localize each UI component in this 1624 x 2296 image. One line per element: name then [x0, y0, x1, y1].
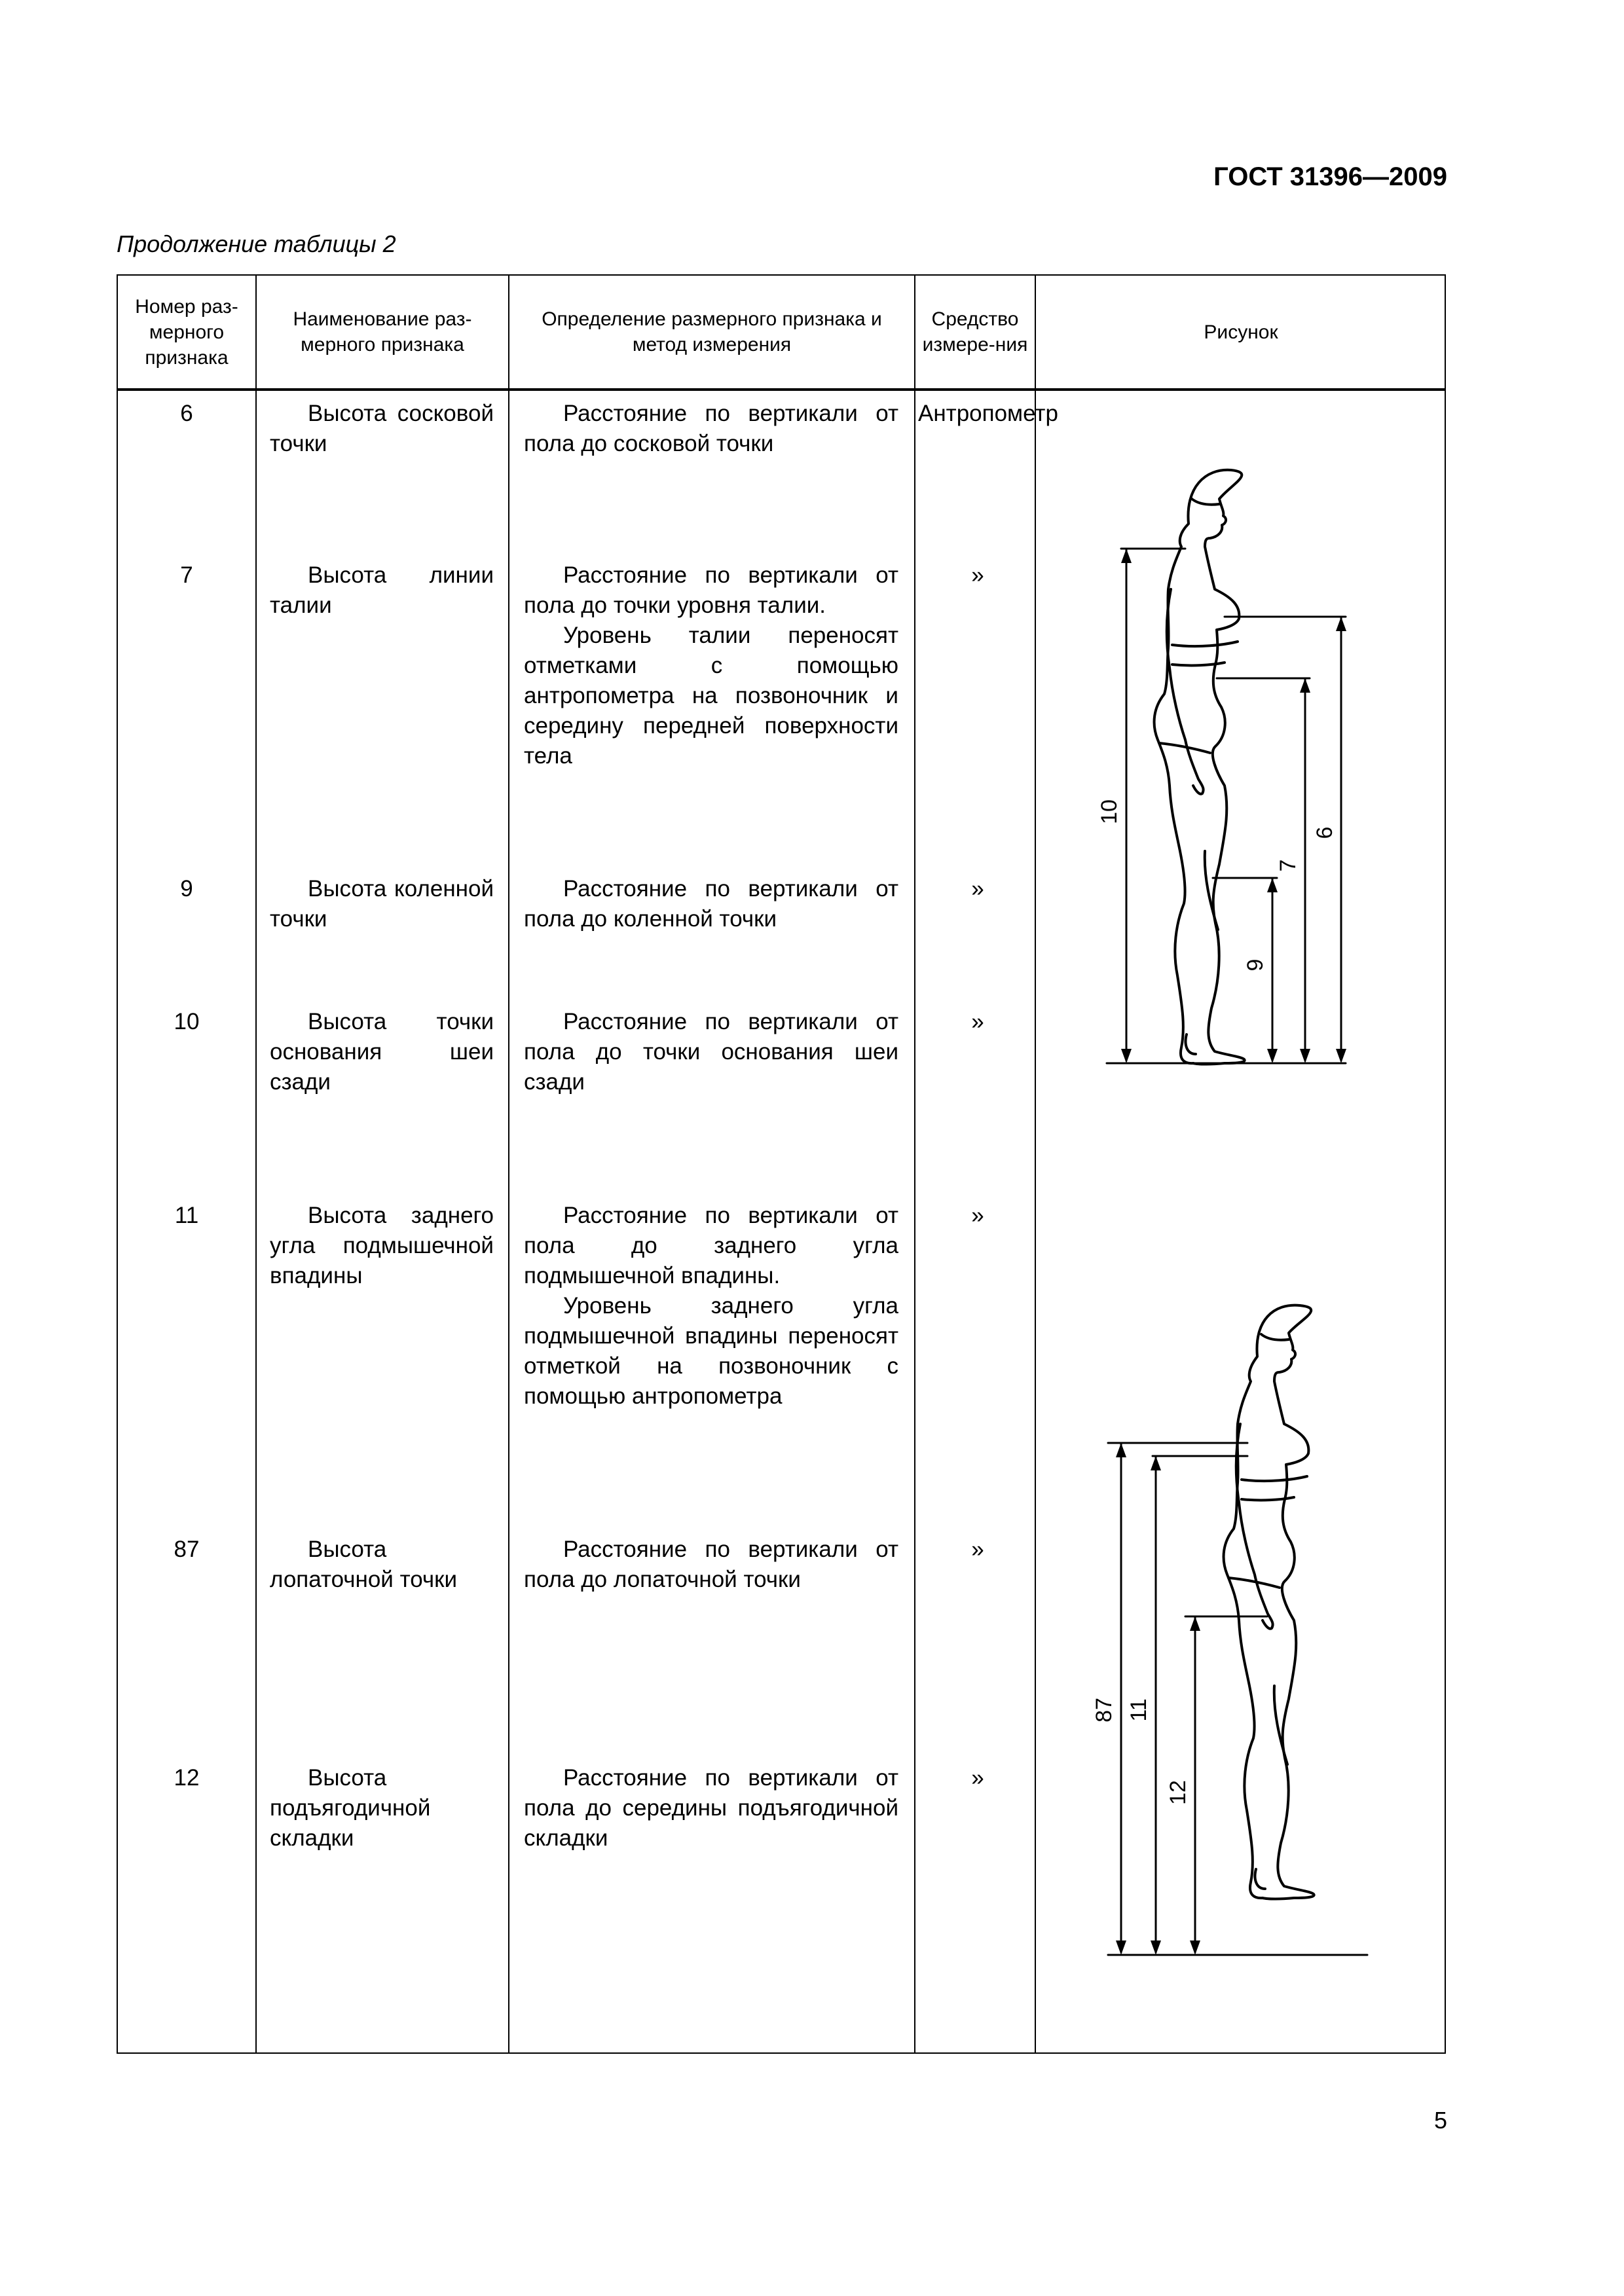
definition-paragraph: Уровень талии переносят отметками с помощью антропометра на позвоночник и середину передней поверхности тела [524, 623, 898, 769]
dimension-label-87: 87 [1092, 1698, 1116, 1722]
row-tool: » [971, 1203, 984, 1228]
header-name: Наименование раз-мерного признака [293, 308, 472, 355]
row-tool: » [971, 562, 984, 588]
document-code: ГОСТ 31396—2009 [1213, 162, 1447, 191]
row-tool: » [971, 876, 984, 902]
dimension-label-9: 9 [1243, 958, 1268, 972]
row-number: 9 [180, 876, 193, 902]
row-name: Высота линии талии [270, 562, 494, 618]
definition-paragraph: Расстояние по вертикали от пола до точки основания шеи сзади [524, 1009, 898, 1095]
row-tool: » [971, 1009, 984, 1034]
row-name: Высота лопаточной точки [270, 1537, 457, 1592]
row-number: 12 [174, 1765, 200, 1791]
row-name: Высота заднего угла подмышечной впадины [270, 1203, 494, 1288]
definition-paragraph: Расстояние по вертикали от пола до коленной точки [524, 876, 898, 932]
definition-paragraph: Расстояние по вертикали от пола до середины подъягодичной складки [524, 1765, 898, 1851]
definition-paragraph: Расстояние по вертикали от пола до заднего угла подмышечной впадины. [524, 1203, 898, 1288]
header-tool: Средство измере-ния [922, 308, 1028, 355]
definition-paragraph: Расстояние по вертикали от пола до сосковой точки [524, 401, 898, 456]
row-tool: » [971, 1537, 984, 1562]
table-caption: Продолжение таблицы 2 [117, 230, 396, 257]
row-tool: » [971, 1765, 984, 1791]
dimension-label-7: 7 [1276, 859, 1301, 872]
row-number: 7 [180, 562, 193, 588]
row-tool: Антропометр [918, 401, 1058, 426]
definition-paragraph: Уровень заднего угла подмышечной впадины переносят отметкой на позвоночник с помощью антропометра [524, 1293, 898, 1409]
header-number: Номер раз-мерного признака [135, 295, 238, 369]
dimension-label-6: 6 [1312, 826, 1337, 839]
row-name: Высота точки основания шеи сзади [270, 1009, 494, 1095]
figure-2-body [1224, 1305, 1314, 1899]
row-name: Высота коленной точки [270, 876, 494, 932]
row-number: 6 [180, 401, 193, 426]
row-name: Высота сосковой точки [270, 401, 494, 456]
row-number: 87 [174, 1537, 200, 1562]
page-number: 5 [1433, 2107, 1447, 2134]
header-figure: Рисунок [1204, 321, 1278, 343]
definition-paragraph: Расстояние по вертикали от пола до лопаточной точки [524, 1537, 898, 1592]
row-number: 11 [174, 1203, 199, 1228]
dimension-label-11: 11 [1126, 1698, 1151, 1722]
dimension-label-12: 12 [1166, 1780, 1190, 1805]
definition-paragraph: Расстояние по вертикали от пола до точки уровня талии. [524, 562, 898, 618]
header-definition: Определение размерного признака и метод измерения [542, 308, 882, 355]
dimension-label-10: 10 [1097, 799, 1122, 824]
row-name: Высота подъягодичной складки [270, 1765, 431, 1851]
figure-1-body [1154, 470, 1245, 1065]
row-number: 10 [174, 1009, 200, 1034]
